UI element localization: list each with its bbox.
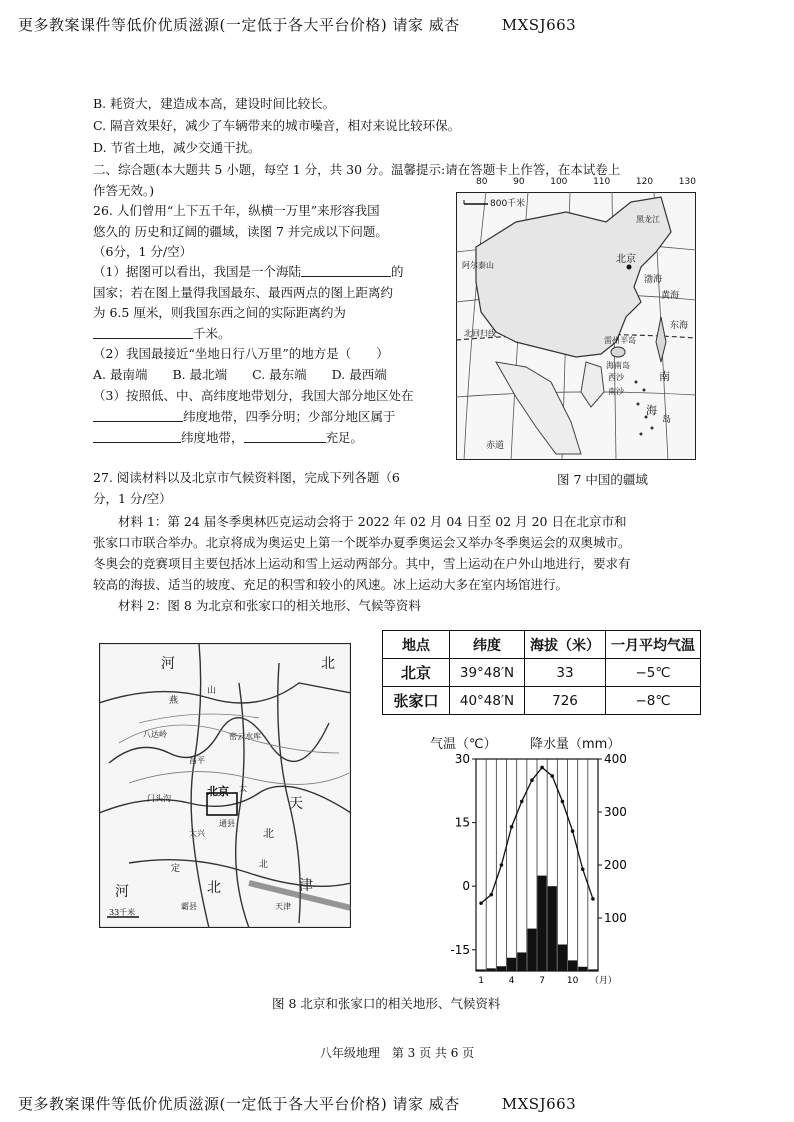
temperature-point — [561, 800, 565, 804]
table-header: 地点 — [383, 631, 450, 659]
precip-bar — [517, 952, 526, 971]
answer-blank[interactable] — [301, 264, 391, 277]
table-header: 海拔（米） — [525, 631, 606, 659]
map-label: 黑龙江 — [636, 215, 660, 224]
map-label: 岛 — [662, 415, 672, 425]
tick-label: 80 — [476, 177, 488, 187]
option-c: C. 隔音效果好，减少了车辆带来的城市噪音，相对来说比较环保。 — [93, 118, 461, 133]
temperature-point — [479, 901, 483, 905]
x-tick-label: 10 — [566, 976, 579, 986]
x-axis-label: （月） — [589, 976, 617, 986]
climate-chart-svg — [430, 733, 660, 988]
q26-line: 千米。 — [93, 326, 231, 342]
temperature-point — [500, 863, 504, 867]
map-label: 西沙 — [608, 373, 624, 382]
map-label: 海 — [646, 404, 657, 417]
tick-label: 120 — [635, 177, 654, 187]
left-tick-label: -15 — [450, 942, 470, 957]
map-label: 北 — [263, 827, 274, 840]
q26-line: （3）按照低、中、高纬度地带划分，我国大部分地区处在 — [93, 388, 414, 403]
material-1: 张家口市联合举办。北京将成为奥运史上第一个既举办夏季奥运会又举办冬季奥运会的双奥城市。 — [93, 535, 631, 550]
table-cell: 726 — [525, 687, 606, 715]
precip-bar — [527, 929, 536, 971]
table-cell: −5℃ — [606, 659, 701, 687]
left-tick-label: 15 — [454, 815, 470, 830]
tick-label: 110 — [593, 177, 611, 187]
map-label: 北回归线 — [464, 329, 496, 338]
q26-line: （6分，1 分/空） — [93, 244, 193, 259]
answer-blank[interactable] — [93, 409, 183, 422]
precip-bar — [588, 969, 597, 971]
temperature-point — [540, 766, 544, 770]
right-tick-label: 400 — [604, 752, 627, 766]
temperature-point — [489, 893, 493, 897]
temperature-point — [571, 829, 575, 833]
chart-ylabel-right: 降水量（mm） — [530, 737, 621, 752]
map-scale-label: 800千米 — [490, 199, 526, 209]
map-label: 定 — [171, 864, 181, 874]
precip-bar — [548, 886, 557, 971]
china-territory-map — [456, 177, 696, 460]
q26-line: 国家；若在图上量得我国最东、最西两点的图上距离约 — [93, 285, 394, 300]
q26-line: 为 6.5 厘米，则我国东西之间的实际距离约为 — [93, 305, 346, 320]
map-label: 霸县 — [181, 902, 197, 911]
table-row — [383, 659, 701, 687]
material-1: 材料 1：第 24 届冬季奥林匹克运动会将于 2022 年 02 月 04 日至 02 月 20 日在北京市和 — [93, 514, 627, 529]
map-label: 门头沟 — [147, 794, 171, 803]
right-tick-label: 300 — [604, 805, 627, 819]
section-heading-cont: 作答无效。) — [93, 183, 155, 198]
table-cell: 张家口 — [383, 687, 450, 715]
temperature-point — [530, 778, 534, 782]
fig7-caption: 图 7 中国的疆域 — [557, 472, 648, 487]
q26-options: A. 最南端 B. 最北端 C. 最东端 D. 最西端 — [93, 367, 387, 382]
beijing-zhangjiakou-map — [99, 643, 351, 928]
temperature-point — [581, 867, 585, 871]
answer-blank[interactable] — [244, 430, 326, 443]
map-label: 八达岭 — [143, 730, 167, 739]
header-banner: 更多教案课件等低价优质滋源(一定低于各大平台价格) 请家 威杏 MXSJ663 — [18, 16, 577, 34]
map-label: 燕 — [169, 696, 179, 706]
map-label: 天津 — [275, 902, 291, 911]
precip-bar — [507, 958, 516, 971]
table-cell: 39°48′N — [450, 659, 525, 687]
map-label: 东海 — [670, 321, 689, 331]
map-label: 河 — [115, 884, 129, 900]
map-label: 南沙 — [608, 387, 624, 396]
answer-blank[interactable] — [93, 326, 193, 339]
precip-bar — [558, 945, 567, 972]
table-cell: 北京 — [383, 659, 450, 687]
map-label: 河 — [161, 656, 175, 672]
map-label: 大兴 — [189, 829, 205, 838]
temperature-point — [520, 800, 524, 804]
precip-bar — [568, 960, 577, 971]
footer-banner: 更多教案课件等低价优质滋源(一定低于各大平台价格) 请家 威杏 MXSJ663 — [18, 1095, 577, 1113]
climate-info-table — [382, 630, 701, 715]
section-heading: 二、综合题(本大题共 5 小题，每空 1 分，共 30 分。温馨提示:请在答题卡上作答，在本试卷上 — [93, 162, 621, 177]
material-1: 冬奥会的竞赛项目主要包括冰上运动和雪上运动两部分。其中，雪上运动在户外山地进行，要求有 — [93, 556, 631, 571]
temperature-point — [550, 774, 554, 778]
map-label: 北 — [259, 860, 269, 870]
precip-bar — [477, 969, 486, 971]
table-header: 纬度 — [450, 631, 525, 659]
map-label: 北京 — [207, 785, 229, 798]
map-label: 津 — [299, 878, 313, 894]
q27-line: 分，1 分/空） — [93, 491, 172, 506]
climate-chart — [430, 733, 660, 988]
precip-bar — [538, 876, 547, 971]
temperature-point — [510, 825, 514, 829]
material-2: 材料 2：图 8 为北京和张家口的相关地形、气候等资料 — [93, 598, 421, 613]
q27-line: 27. 阅读材料以及北京市气候资料图，完成下列各题（6 — [93, 470, 400, 485]
page-footer: 八年级地理 第 3 页 共 6 页 — [319, 1046, 475, 1060]
q26-line: 纬度地带， 充足。 — [93, 430, 363, 446]
x-tick-label: 7 — [539, 976, 545, 986]
material-1: 较高的海拔、适当的坡度、充足的积雪和较小的风速。冰上运动大多在室内场馆进行。 — [93, 577, 569, 592]
left-tick-label: 30 — [454, 752, 470, 766]
tick-label: 90 — [513, 177, 525, 187]
map-label: 密云水库 — [229, 732, 261, 741]
q26-line: （1）据图可以看出，我国是一个海陆 的 — [93, 264, 404, 279]
table-cell: 33 — [525, 659, 606, 687]
longitude-ticks — [476, 177, 696, 187]
map-label: 黄海 — [661, 291, 680, 301]
map-label: 通县 — [219, 819, 235, 828]
table-row — [383, 687, 701, 715]
tick-label: 100 — [550, 177, 568, 187]
left-tick-label: 0 — [462, 879, 470, 894]
map-label: 山 — [207, 686, 217, 696]
table-header: 一月平均气温 — [606, 631, 701, 659]
right-tick-label: 100 — [604, 911, 627, 925]
map-label: 北 — [207, 880, 221, 896]
tick-label: 130 — [678, 177, 696, 187]
x-tick-label: 4 — [508, 976, 515, 986]
map-label: 海南岛 — [606, 361, 630, 370]
q26-line: （2）我国最接近“坐地日行八万里”的地方是（ ） — [93, 346, 389, 361]
map-label: 北京 — [616, 254, 636, 265]
option-d: D. 节省土地，减少交通干扰。 — [93, 140, 261, 155]
precip-bar — [497, 966, 506, 971]
map-label: 渤海 — [644, 275, 663, 285]
q26-line: 纬度地带，四季分明；少部分地区属于 — [93, 409, 396, 425]
q26-line: 悠久的 历史和辽阔的疆域，读图 7 并完成以下问题。 — [93, 224, 388, 239]
map-label: 阿尔泰山 — [462, 261, 494, 270]
q26-line: 26. 人们曾用“上下五千年，纵横一万里”来形容我国 — [93, 203, 380, 218]
precip-bar — [578, 967, 587, 971]
precip-bar — [487, 968, 496, 971]
answer-blank[interactable] — [93, 430, 181, 443]
table-cell: 40°48′N — [450, 687, 525, 715]
map-label: 南 — [659, 370, 670, 383]
map-label: 昌平 — [189, 756, 205, 765]
map-scale-label: 33千米 — [109, 908, 136, 917]
map-label: 太 — [239, 784, 247, 793]
right-tick-label: 200 — [604, 858, 627, 872]
map-label: 雷州半岛 — [604, 336, 636, 345]
map-label: 天 — [289, 796, 303, 812]
option-b: B. 耗资大，建造成本高，建设时间比较长。 — [93, 96, 336, 111]
table-cell: −8℃ — [606, 687, 701, 715]
fig8-caption: 图 8 北京和张家口的相关地形、气候资料 — [272, 996, 501, 1011]
map-label: 北 — [321, 656, 335, 672]
x-tick-label: 1 — [478, 976, 484, 986]
map-label: 赤道 — [486, 441, 505, 451]
temperature-point — [591, 897, 595, 901]
chart-ylabel-left: 气温（℃） — [430, 737, 497, 752]
